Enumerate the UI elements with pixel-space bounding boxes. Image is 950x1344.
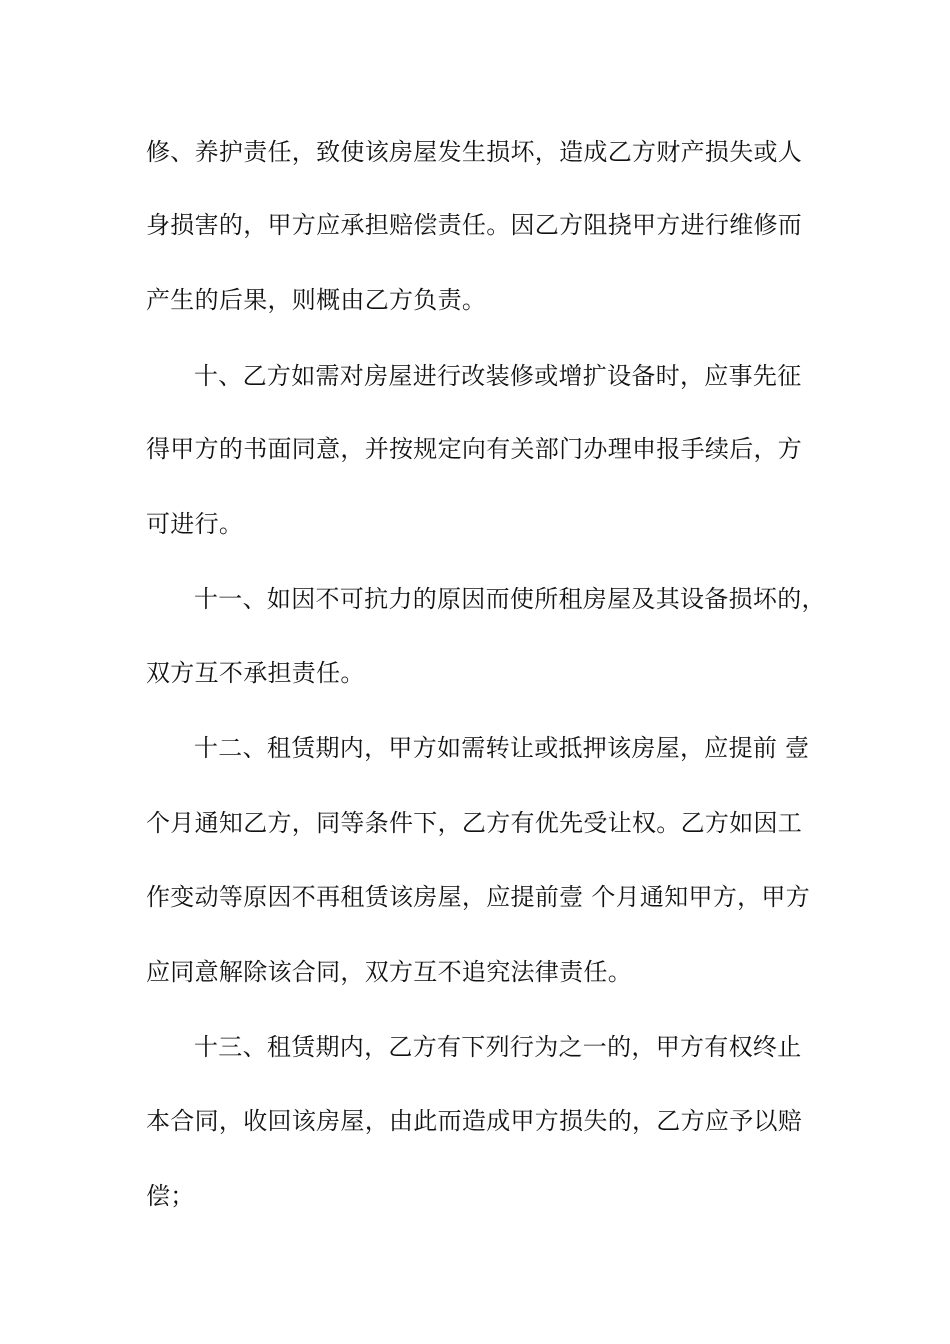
paragraph-13-start: 十三、租赁期内，乙方有下列行为之一的，甲方有权终止 [194, 1033, 802, 1061]
text-line: 应同意解除该合同，双方互不追究法律责任。 [146, 958, 632, 986]
text-line: 产生的后果，则概由乙方负责。 [146, 286, 487, 314]
text-line: 个月通知乙方，同等条件下，乙方有优先受让权。乙方如因工 [146, 809, 803, 837]
text-line: 双方互不承担责任。 [146, 659, 365, 687]
text-line: 修、养护责任，致使该房屋发生损坏，造成乙方财产损失或人 [146, 138, 803, 166]
paragraph-12-start: 十二、租赁期内，甲方如需转让或抵押该房屋，应提前 壹 [194, 734, 810, 762]
text-line: 本合同，收回该房屋，由此而造成甲方损失的，乙方应予以赔 [146, 1107, 803, 1135]
paragraph-11-start: 十一、如因不可抗力的原因而使所租房屋及其设备损坏的， [194, 585, 826, 613]
text-line: 可进行。 [146, 510, 244, 538]
text-line: 身损害的，甲方应承担赔偿责任。因乙方阻挠甲方进行维修而 [146, 211, 803, 239]
text-line: 得甲方的书面同意，并按规定向有关部门办理申报手续后，方 [146, 435, 803, 463]
text-line: 偿； [146, 1182, 195, 1210]
text-line: 作变动等原因不再租赁该房屋，应提前壹 个月通知甲方，甲方 [146, 883, 811, 911]
paragraph-10-start: 十、乙方如需对房屋进行改装修或增扩设备时，应事先征 [194, 362, 802, 390]
